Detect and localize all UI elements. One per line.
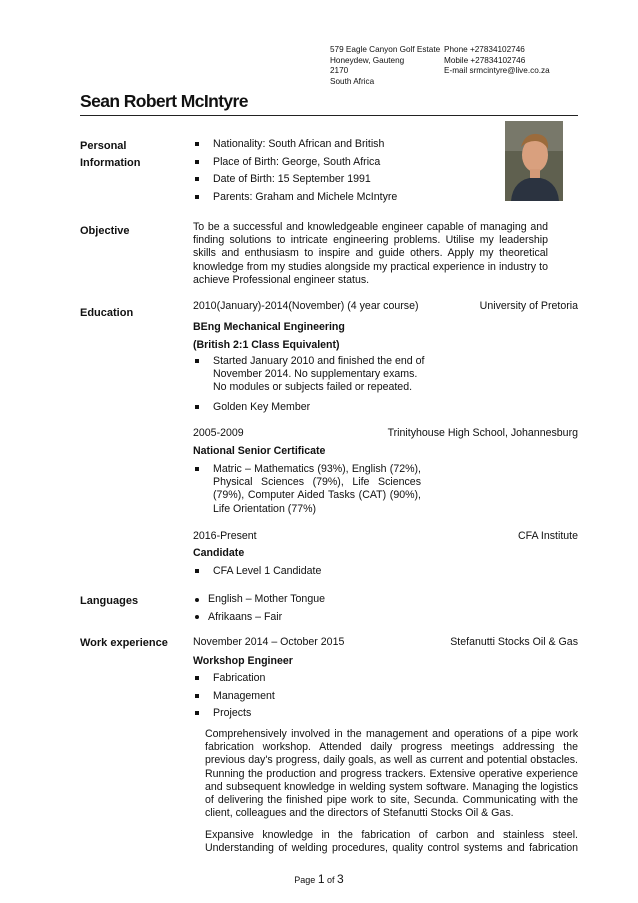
address-line: 579 Eagle Canyon Golf Estate bbox=[330, 45, 441, 54]
qualification-note: (British 2:1 Class Equivalent) bbox=[193, 339, 340, 351]
list-item: CFA Level 1 Candidate bbox=[193, 565, 493, 578]
work-row bbox=[193, 636, 578, 648]
objective-text: To be a successful and knowledgeable engineer capable of managing and finding solutions to intricate engineering problems. Utilise my leadership skills and enthusiasm to inspire and guide others. Apply my theoretical knowledge from my studies alongside my practical experience in industry to achieve Professional engineer status. bbox=[193, 221, 548, 286]
education-row bbox=[193, 300, 578, 312]
list-item: Fabrication bbox=[193, 672, 493, 685]
language-list bbox=[193, 593, 493, 624]
personal-list bbox=[193, 138, 493, 204]
work-company: Stefanutti Stocks Oil & Gas bbox=[450, 636, 578, 648]
work-date: November 2014 – October 2015 bbox=[193, 636, 345, 648]
address-block bbox=[330, 45, 440, 87]
email: E-mail srmcintyre@live.co.za bbox=[444, 66, 550, 76]
list-item: English – Mother Tongue bbox=[193, 593, 493, 606]
education-row bbox=[193, 530, 578, 542]
section-education: Education bbox=[80, 307, 134, 319]
page-label: Page bbox=[294, 875, 316, 885]
education-institution: Trinityhouse High School, Johannesburg bbox=[387, 427, 578, 439]
section-languages: Languages bbox=[80, 595, 139, 607]
address-line: South Africa bbox=[330, 76, 375, 86]
education-date: 2010(January)-2014(November) (4 year course) bbox=[193, 300, 419, 312]
education-date: 2005-2009 bbox=[193, 427, 244, 439]
contact-block bbox=[444, 45, 550, 77]
qualification: National Senior Certificate bbox=[193, 445, 326, 457]
mobile: Mobile +27834102746 bbox=[444, 55, 526, 65]
profile-photo bbox=[505, 121, 563, 201]
list-item: Golden Key Member bbox=[193, 401, 425, 414]
page-current: 1 bbox=[317, 872, 325, 886]
phone: Phone +27834102746 bbox=[444, 45, 525, 54]
list-item: Place of Birth: George, South Africa bbox=[193, 156, 493, 169]
section-personal-information: Personal Information bbox=[80, 140, 141, 169]
education-institution: University of Pretoria bbox=[479, 300, 578, 312]
education-date: 2016-Present bbox=[193, 530, 257, 542]
page-total: 3 bbox=[337, 872, 344, 886]
work-description: Comprehensively involved in the management and operations of a pipe work fabrication workshop. Attended daily progress meetings addressing the previous day's progress, daily goals, as well as current and potential obstacles. Running the production and progress trackers. Extensive operative experience and subsequent knowledge in welding system software. Managing the logistics of delivering the finished pipe work to site, Secunda. Communicating with the client, colleagues and the directors of Stefanutti Stocks Oil & Gas. bbox=[205, 728, 578, 820]
list-item: Started January 2010 and finished the end of November 2014. No supplementary exams. No modules or subjects failed or repeated. bbox=[193, 355, 425, 395]
address-line: 2170 bbox=[330, 66, 349, 76]
education-bullets bbox=[193, 463, 421, 516]
list-item: Afrikaans – Fair bbox=[193, 611, 493, 624]
list-item: Date of Birth: 15 September 1991 bbox=[193, 173, 493, 186]
work-description: Expansive knowledge in the fabrication of carbon and stainless steel. Understanding of welding procedures, quality control systems and fabrication bbox=[205, 829, 578, 855]
list-item: Projects bbox=[193, 707, 493, 720]
job-title: Workshop Engineer bbox=[193, 655, 293, 667]
section-work-experience: Work experience bbox=[80, 637, 168, 649]
person-photo-icon bbox=[505, 121, 563, 201]
education-institution: CFA Institute bbox=[517, 530, 578, 542]
candidate-name: Sean Robert McIntyre bbox=[80, 91, 248, 111]
qualification: Candidate bbox=[193, 547, 245, 559]
list-item: Management bbox=[193, 690, 493, 703]
work-bullets bbox=[193, 672, 493, 721]
page-of: of bbox=[327, 875, 335, 885]
section-objective: Objective bbox=[80, 225, 130, 237]
address-line: Honeydew, Gauteng bbox=[330, 55, 405, 65]
education-row bbox=[193, 427, 578, 439]
education-bullets bbox=[193, 565, 493, 578]
list-item: Matric – Mathematics (93%), English (72%), Physical Sciences (79%), Life Sciences (79%), Computer Aided Tasks (CAT) (90%), Life Orientation (77%) bbox=[193, 463, 421, 516]
qualification: BEng Mechanical Engineering bbox=[193, 321, 345, 333]
list-item: Nationality: South African and British bbox=[193, 138, 493, 151]
list-item: Parents: Graham and Michele McIntyre bbox=[193, 191, 493, 204]
header-divider bbox=[80, 115, 578, 116]
education-bullets bbox=[193, 355, 425, 414]
page-footer bbox=[0, 872, 638, 886]
